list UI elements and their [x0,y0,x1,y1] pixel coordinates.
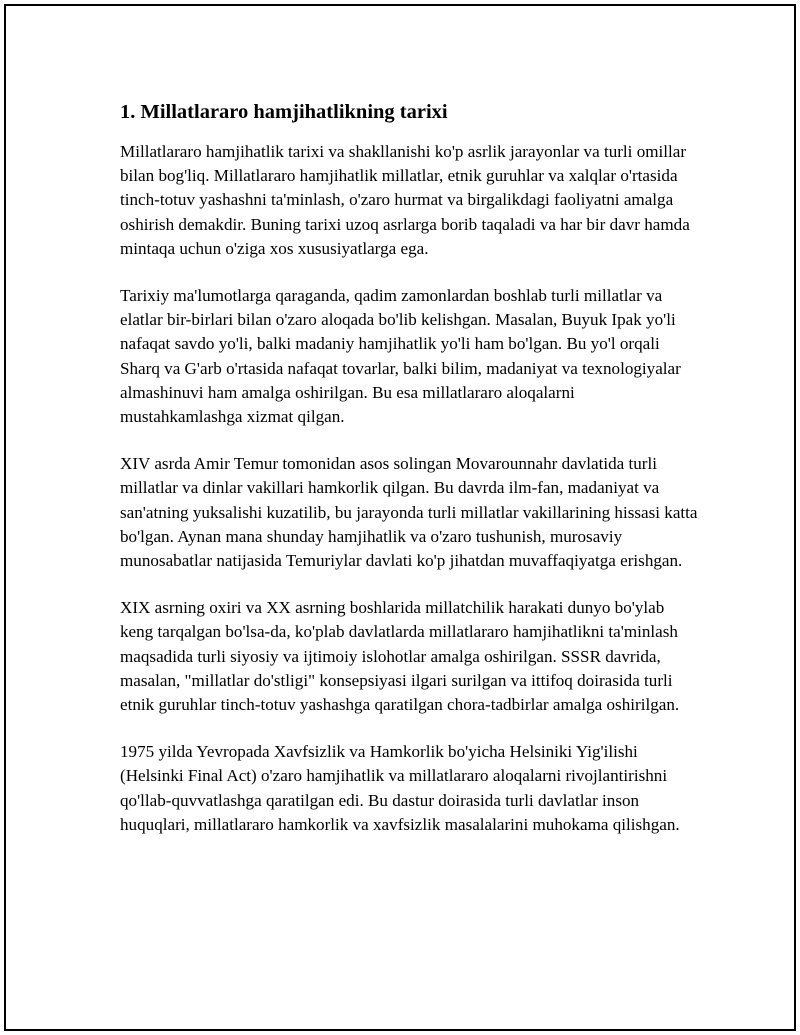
paragraph-2: Tarixiy ma'lumotlarga qaraganda, qadim zamonlardan boshlab turli millatlar va elatlar bir-birlari bilan o'zaro aloqada bo'lib kelishgan. Masalan, Buyuk Ipak yo'li nafaqat savdo yo'li, balki madaniy hamjihatlik yo'li ham bo'lgan. Bu yo'l orqali Sharq va G'arb o'rtasida nafaqat tovarlar, balki bilim, madaniyat va texnologiyalar almashinuvi ham amalga oshirilgan. Bu esa millatlararo aloqalarni mustahkamlashga xizmat qilgan. [120,286,681,427]
paragraph-1: Millatlararo hamjihatlik tarixi va shakllanishi ko'p asrlik jarayonlar va turli omillar bilan bog'liq. Millatlararo hamjihatlik millatlar, etnik guruhlar va xalqlar o'rtasida tinch-totuv yashashni ta'minlash, o'zaro hurmat va birgalikdagi faoliyatni amalga oshirish demakdir. Buning tarixi uzoq asrlarga borib taqaladi va har bir davr hamda mintaqa uchun o'ziga xos xususiyatlarga ega. [120,142,690,258]
paragraph-5: 1975 yilda Yevropada Xavfsizlik va Hamkorlik bo'yicha Helsiniki Yig'ilishi (Helsinki Final Act) o'zaro hamjihatlik va millatlararo aloqalarni rivojlantirishni qo'llab-quvvatlashga qaratilgan edi. Bu dastur doirasida turli davlatlar inson huquqlari, millatlararo hamkorlik va xavfsizlik masalalarini muhokama qilishgan. [120,742,680,834]
page-border [4,4,796,1031]
section-heading: 1. Millatlararo hamjihatlikning tarixi [120,101,448,123]
paragraph-3: XIV asrda Amir Temur tomonidan asos solingan Movarounnahr davlatida turli millatlar va dinlar vakillari hamkorlik qilgan. Bu davrda ilm-fan, madaniyat va san'atning yuksalishi kuzatilib, bu jarayonda turli millatlar vakillarining hissasi katta bo'lgan. Aynan mana shunday hamjihatlik va o'zaro tushunish, murosaviy munosabatlar natijasida Temuriylar davlati ko'p jihatdan muvaffaqiyatga erishgan. [120,454,698,571]
document-body [120,98,700,860]
paragraph-4: XIX asrning oxiri va XX asrning boshlarida millatchilik harakati dunyo bo'ylab keng tarqalgan bo'lsa-da, ko'plab davlatlarda millatlararo hamjihatlikni ta'minlash maqsadida turli siyosiy va ijtimoiy islohotlar amalga oshirilgan. SSSR davrida, masalan, "millatlar do'stligi" konsepsiyasi ilgari surilgan va ittifoq doirasida turli etnik guruhlar tinch-totuv yashashga qaratilgan chora-tadbirlar amalga oshirilgan. [120,598,680,715]
